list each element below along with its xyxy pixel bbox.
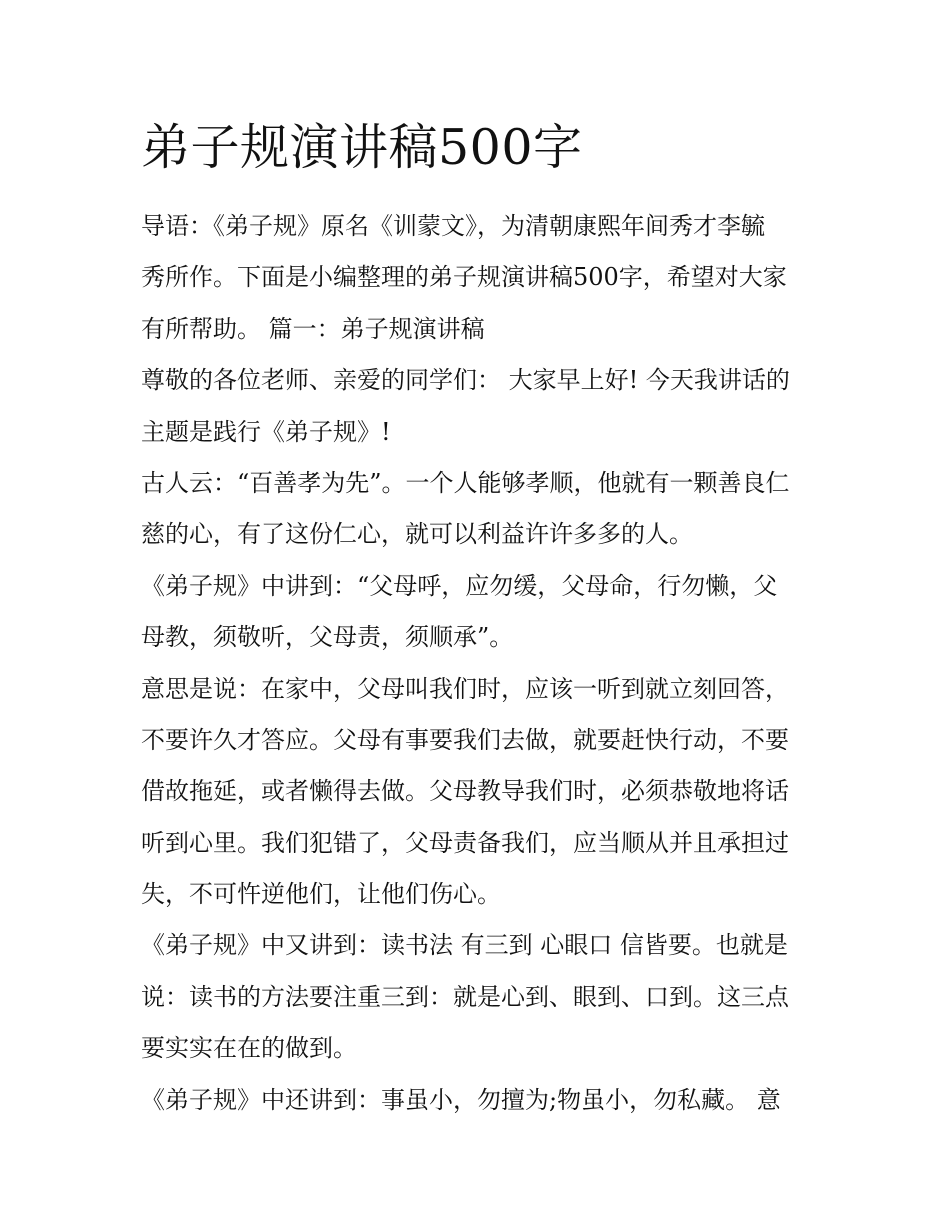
text-line: 主题是践行《弟子规》!: [141, 417, 391, 446]
text-line: 《弟子规》中还讲到：事虽小，勿擅为;物虽小，勿私藏。 意: [141, 1085, 781, 1114]
paragraph-greeting: [141, 355, 813, 458]
text-line: 听到心里。我们犯错了，父母责备我们，应当顺从并且承担过: [141, 828, 789, 857]
text-line: 尊敬的各位老师、亲爱的同学们： 大家早上好! 今天我讲话的: [141, 366, 790, 395]
document-body: [141, 201, 813, 1126]
text-line: 母教，须敬听，父母责，须顺承”。: [141, 623, 514, 652]
text-line: 失，不可忤逆他们，让他们伤心。: [141, 880, 501, 909]
text-line: 慈的心，有了这份仁心，就可以利益许许多多的人。: [141, 520, 693, 549]
text-line: 导语：《弟子规》原名《训蒙文》，为清朝康熙年间秀才李毓: [141, 212, 765, 240]
paragraph-quote-parents: [141, 561, 813, 664]
document-title: 弟子规演讲稿500字: [141, 119, 583, 176]
text-line: 《弟子规》中讲到：“父母呼，应勿缓，父母命，行勿懒，父: [141, 571, 778, 600]
text-line: 秀所作。下面是小编整理的弟子规演讲稿500字，希望对大家: [141, 263, 787, 292]
text-line: 《弟子规》中又讲到：读书法 有三到 心眼口 信皆要。也就是: [141, 931, 788, 960]
paragraph-reading: [141, 920, 813, 1074]
text-line: 借故拖延，或者懒得去做。父母教导我们时，必须恭敬地将话: [141, 777, 789, 806]
text-line: 要实实在在的做到。: [141, 1034, 357, 1063]
text-line: 有所帮助。 篇一：弟子规演讲稿: [141, 314, 485, 343]
paragraph-quote-ancients: [141, 458, 813, 561]
text-line: 古人云：“百善孝为先”。一个人能够孝顺，他就有一颗善良仁: [141, 468, 790, 497]
text-line: 意思是说：在家中，父母叫我们时，应该一听到就立刻回答，: [141, 674, 789, 703]
paragraph-meaning: [141, 664, 813, 921]
text-line: 说：读书的方法要注重三到：就是心到、眼到、口到。这三点: [141, 982, 789, 1011]
paragraph-small-matters: [141, 1075, 813, 1126]
text-line: 不要许久才答应。父母有事要我们去做，就要赶快行动，不要: [141, 725, 789, 754]
paragraph-intro: [141, 201, 813, 355]
